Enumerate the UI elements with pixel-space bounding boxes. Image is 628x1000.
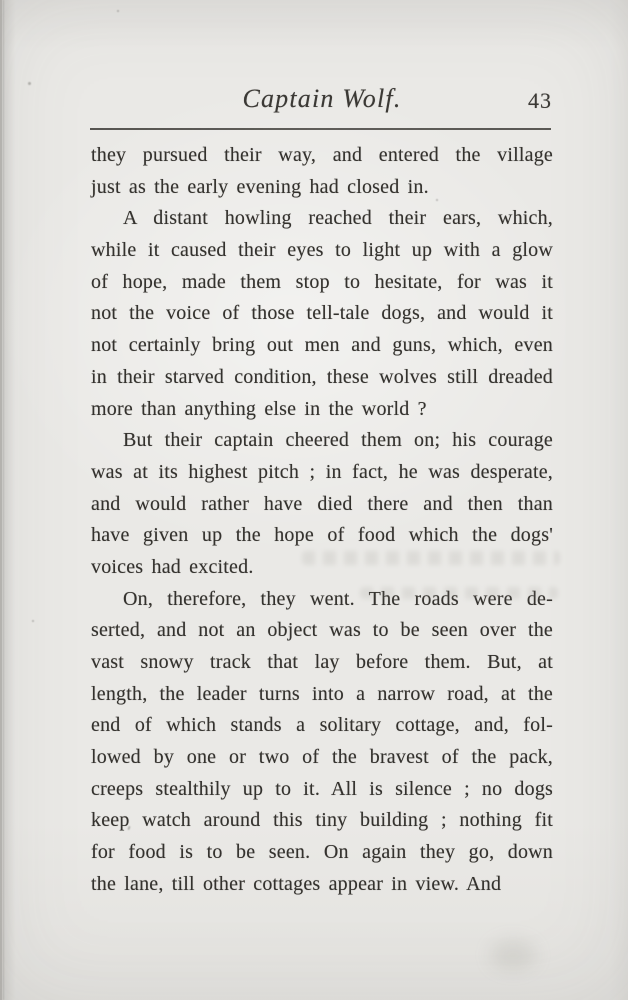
text-line: more than anything else in the world ? [91, 397, 427, 420]
paper-speck [436, 199, 438, 201]
text-line: in their starved condition, these wolves still dreaded [91, 365, 553, 388]
text-line: not certainly bring out men and guns, which, even [91, 334, 553, 357]
text-line: and would rather have died there and then than [91, 492, 553, 515]
text-line: the lane, till other cottages appear in view. And [91, 872, 502, 895]
text-line: voices had excited. [91, 555, 254, 578]
text-line: vast snowy track that lay before them. But, at [91, 651, 553, 673]
text-line: while it caused their eyes to light up with a glow [91, 239, 553, 262]
text-line: serted, and not an object was to be seen over the [91, 619, 553, 642]
text-line: not the voice of those tell-tale dogs, and would it [91, 302, 553, 325]
header-rule [90, 128, 551, 130]
scan-scratch-line [3, 0, 4, 1000]
text-line: of hope, made them stop to hesitate, for was it [91, 270, 553, 293]
text-line: was at its highest pitch ; in fact, he was desperate, [91, 460, 553, 483]
text-line: keep watch around this tiny building ; nothing fit [91, 809, 553, 832]
text-line: lowed by one or two of the bravest of the pack, [91, 746, 553, 769]
text-line: On, therefore, they went. The roads were de- [123, 587, 553, 610]
paper-speck [117, 10, 119, 12]
text-line: end of which stands a solitary cottage, and, fol- [91, 714, 553, 737]
text-line: A distant howling reached their ears, which, [123, 207, 553, 230]
text-line: length, the leader turns into a narrow road, at the [91, 682, 553, 705]
scan-edge-shadow [0, 0, 2, 1000]
text-line: have given up the hope of food which the dogs' [91, 524, 553, 547]
text-line: for food is to be seen. On again they go, down [91, 841, 553, 864]
paper-speck [32, 620, 34, 622]
text-line: But their captain cheered them on; his courage [123, 429, 553, 452]
running-header-title: Captain Wolf. [242, 84, 402, 113]
ink-showthrough [360, 587, 558, 599]
text-line: just as the early evening had closed in. [91, 175, 429, 198]
page-number: 43 [528, 88, 552, 113]
text-line: they pursued their way, and entered the village [91, 144, 553, 166]
text-line: creeps stealthily up to it. All is silence ; no dogs [91, 777, 553, 800]
paper-smudge [490, 940, 536, 970]
ink-showthrough [302, 551, 560, 565]
running-header [90, 84, 554, 118]
page-body [91, 140, 553, 901]
paper-speck [28, 82, 31, 85]
